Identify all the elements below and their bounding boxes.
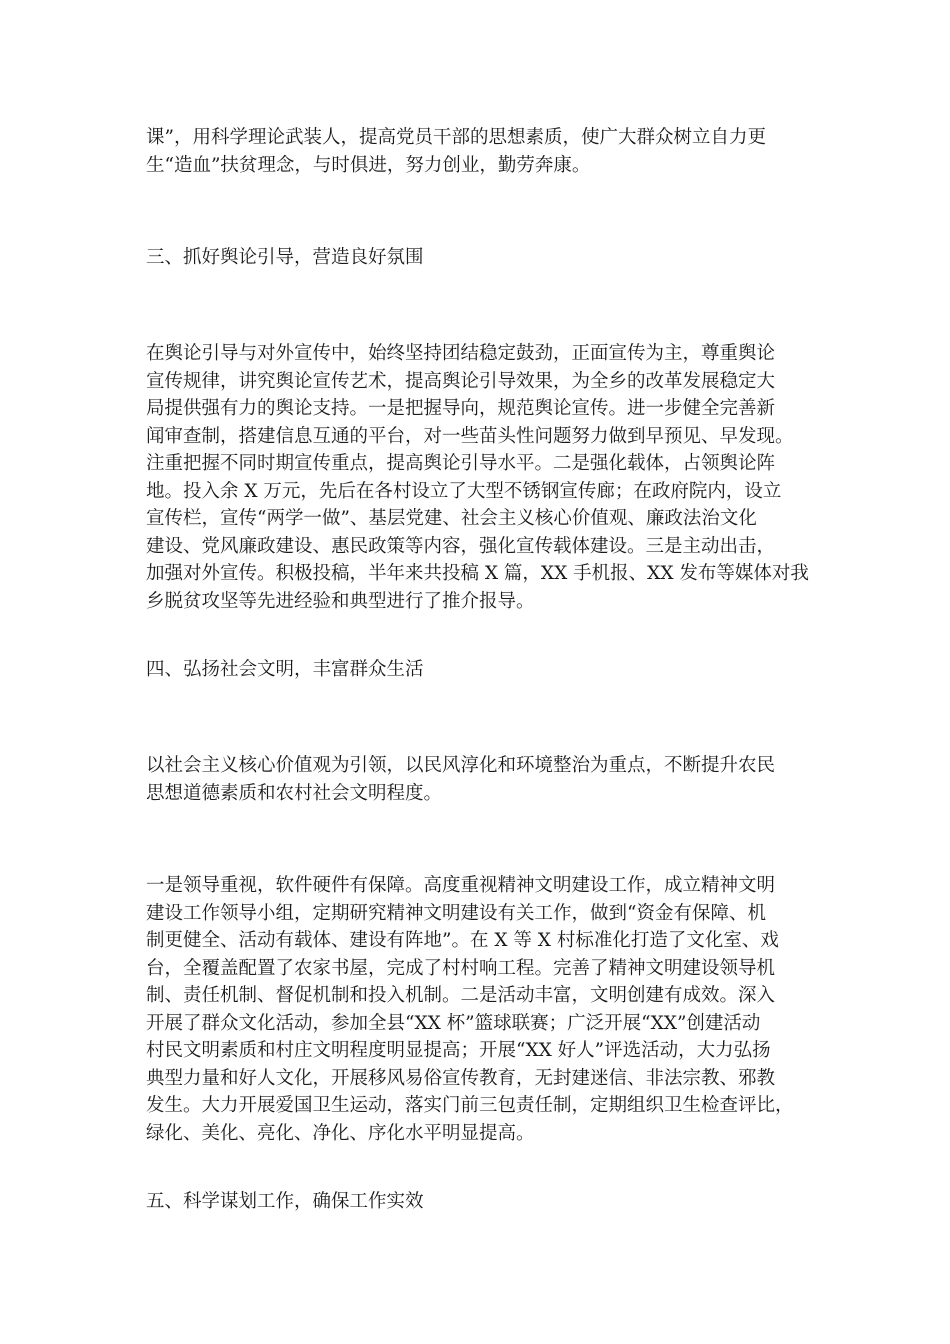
paragraph-section-4b [146,872,826,1147]
paragraph-line: 宣传栏，宣传“两学一做”、基层党建、社会主义核心价值观、廉政法治文化 [146,508,757,529]
paragraph-line: 地。投入余 X 万元，先后在各村设立了大型不锈钢宣传廊；在政府院内，设立 [146,480,782,502]
paragraph-line: 一是领导重视，软件硬件有保障。高度重视精神文明建设工作，成立精神文明 [146,875,776,896]
paragraph-line: 在舆论引导与对外宣传中，始终坚持团结稳定鼓劲，正面宣传为主，尊重舆论 [146,343,776,364]
paragraph-line: 生“造血”扶贫理念，与时俱进，努力创业，勤劳奔康。 [146,154,591,176]
paragraph-section-4a [146,752,826,807]
paragraph-line: 开展了群众文化活动，参加全县“XX 杯”篮球联赛；广泛开展“XX”创建活动 [146,1012,761,1034]
section-heading-3 [146,244,826,272]
paragraph-line: 建设、党风廉政建设、惠民政策等内容，强化宣传载体建设。三是主动出击， [146,535,776,557]
heading-text: 四、弘扬社会文明，丰富群众生活 [146,659,424,680]
paragraph-section-3 [146,340,826,615]
paragraph-intro [146,124,826,179]
heading-text: 三、抓好舆论引导，营造良好氛围 [146,247,424,268]
paragraph-line: 局提供强有力的舆论支持。一是把握导向，规范舆论宣传。进一步健全完善新 [146,398,776,419]
heading-text: 五、科学谋划工作，确保工作实效 [146,1191,424,1212]
paragraph-line: 制、责任机制、督促机制和投入机制。二是活动丰富，文明创建有成效。深入 [146,985,776,1006]
section-heading-4 [146,656,826,684]
paragraph-line: 宣传规律，讲究舆论宣传艺术，提高舆论引导效果，为全乡的改革发展稳定大 [146,370,776,392]
paragraph-line: 发生。大力开展爱国卫生运动，落实门前三包责任制，定期组织卫生检查评比， [146,1095,794,1116]
paragraph-line: 思想道德素质和农村社会文明程度。 [146,782,443,804]
paragraph-line: 建设工作领导小组，定期研究精神文明建设有关工作，做到“资金有保障、机 [146,902,766,924]
paragraph-line: 绿化、美化、亮化、净化、序化水平明显提高。 [146,1122,535,1144]
paragraph-line: 闻审查制，搭建信息互通的平台，对一些苗头性问题努力做到早预见、早发现。 [146,425,794,447]
paragraph-line: 制更健全、活动有载体、建设有阵地”。在 X 等 X 村标准化打造了文化室、戏 [146,930,779,951]
paragraph-line: 村民文明素质和村庄文明程度明显提高；开展“XX 好人”评选活动，大力弘扬 [146,1040,771,1061]
paragraph-line: 典型力量和好人文化，开展移风易俗宣传教育，无封建迷信、非法宗教、邪教 [146,1067,776,1089]
section-heading-5 [146,1188,826,1216]
paragraph-line: 课”，用科学理论武装人，提高党员干部的思想素质，使广大群众树立自力更 [146,127,766,148]
paragraph-line: 注重把握不同时期宣传重点，提高舆论引导水平。二是强化载体，占领舆论阵 [146,453,776,474]
paragraph-line: 以社会主义核心价值观为引领，以民风淳化和环境整治为重点，不断提升农民 [146,755,776,776]
paragraph-line: 加强对外宣传。积极投稿，半年来共投稿 X 篇，XX 手机报、XX 发布等媒体对我 [146,563,809,584]
paragraph-line: 乡脱贫攻坚等先进经验和典型进行了推介报导。 [146,590,535,612]
paragraph-line: 台，全覆盖配置了农家书屋，完成了村村响工程。完善了精神文明建设领导机 [146,957,776,979]
